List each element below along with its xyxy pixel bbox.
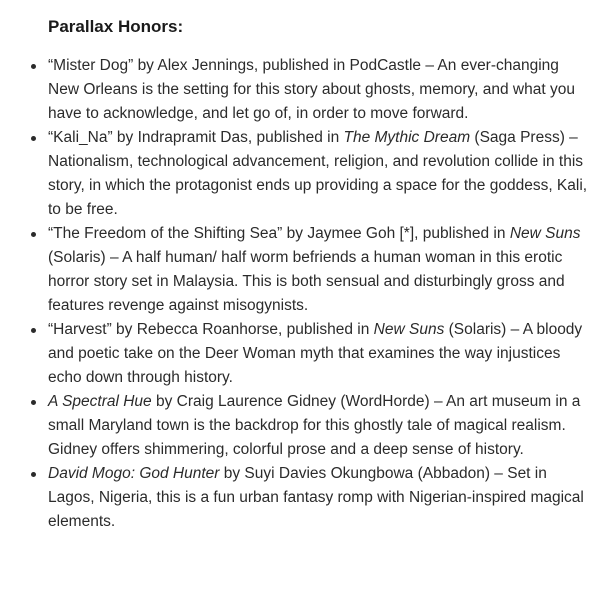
item-text: (Solaris) – A bloody and poetic take on the Deer Woman myth that examines the way injustices echo down through history. xyxy=(48,321,583,387)
section-title: Parallax Honors: xyxy=(48,17,184,36)
list-item xyxy=(48,390,590,462)
list-item xyxy=(48,54,590,126)
item-text: “Harvest” by Rebecca Roanhorse, published in xyxy=(48,321,374,339)
item-title-italic: The Mythic Dream xyxy=(343,129,471,147)
item-text: “Kali_Na” by Indrapramit Das, published in xyxy=(48,129,344,147)
honors-list xyxy=(48,54,590,534)
list-item xyxy=(48,222,590,318)
list-item xyxy=(48,318,590,390)
item-text: “Mister Dog” by Alex Jennings, published in PodCastle – An ever-changing New Orleans is the setting for this story about ghosts, memory, and what you have to acknowledge, and let go of, in order to move forward. xyxy=(48,57,575,123)
item-title-italic: David Mogo: God Hunter xyxy=(48,465,220,483)
item-title-italic: A Spectral Hue xyxy=(48,393,152,411)
item-text: by Suyi Davies Okungbowa (Abbadon) – Set in Lagos, Nigeria, this is a fun urban fantasy romp with Nigerian-inspired magical elements. xyxy=(48,465,584,531)
list-item xyxy=(48,126,590,222)
item-text: by Craig Laurence Gidney (WordHorde) – An art museum in a small Maryland town is the backdrop for this ghostly tale of magical realism. Gidney offers shimmering, colorful prose and a deep sense of history. xyxy=(48,393,581,459)
item-title-italic: New Suns xyxy=(373,321,445,339)
item-text: (Saga Press) – Nationalism, technological advancement, religion, and revolution collide in this story, in which the protagonist ends up providing a space for the goddess, Kali, to be free. xyxy=(48,129,588,219)
item-text: (Solaris) – A half human/ half worm befriends a human woman in this erotic horror story set in Malaysia. This is both sensual and disturbingly gross and features revenge against misogynists. xyxy=(48,249,565,315)
item-title-italic: New Suns xyxy=(509,225,581,243)
item-text: “The Freedom of the Shifting Sea” by Jaymee Goh [*], published in xyxy=(48,225,510,243)
list-item xyxy=(48,462,590,534)
